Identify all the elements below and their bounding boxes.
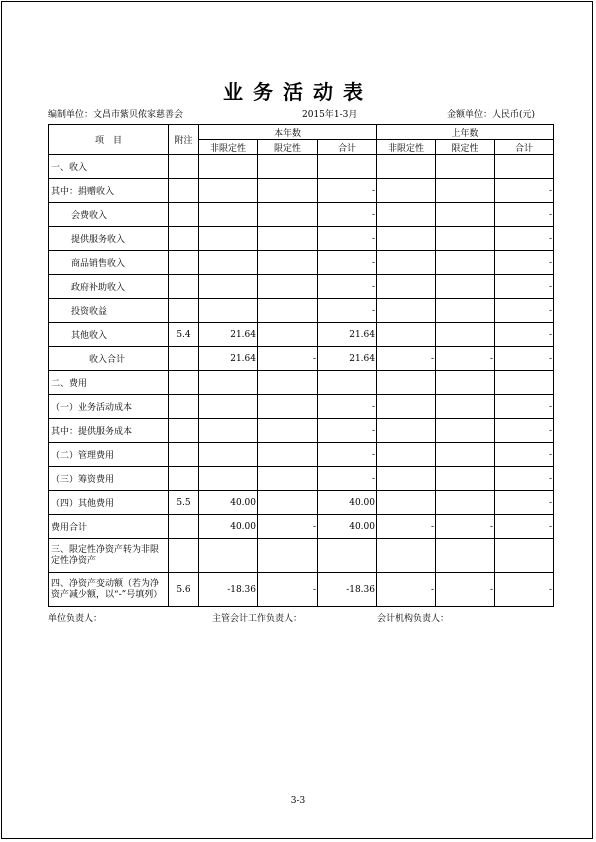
cell-last-restricted: -: [436, 347, 495, 371]
signature-accounting-org-head: 会计机构负责人：: [377, 614, 450, 624]
cell-last-unrestricted: [377, 203, 436, 227]
cell-last-total: -: [495, 251, 554, 275]
table-row: [49, 227, 554, 251]
cell-last-restricted: [436, 227, 495, 251]
table-row: [49, 443, 554, 467]
cell-current-unrestricted: -18.36: [199, 573, 258, 607]
cell-last-unrestricted: [377, 275, 436, 299]
cell-current-total: [318, 371, 377, 395]
cell-last-unrestricted: [377, 299, 436, 323]
table-row: [49, 573, 554, 607]
table-row: [49, 467, 554, 491]
cell-current-total: -: [318, 251, 377, 275]
cell-current-total: 21.64: [318, 347, 377, 371]
row-note: [169, 371, 199, 395]
table-row: [49, 155, 554, 179]
cell-last-total: -: [495, 467, 554, 491]
cell-last-unrestricted: -: [377, 573, 436, 607]
cell-last-restricted: [436, 251, 495, 275]
cell-last-unrestricted: [377, 419, 436, 443]
row-label: 一、收入: [49, 155, 169, 179]
cell-last-total: -: [495, 573, 554, 607]
cell-current-total: -: [318, 179, 377, 203]
cell-last-total: -: [495, 515, 554, 539]
row-note: [169, 155, 199, 179]
cell-last-restricted: [436, 155, 495, 179]
cell-current-unrestricted: [199, 419, 258, 443]
cell-current-total: [318, 539, 377, 573]
cell-last-total: -: [495, 275, 554, 299]
cell-current-unrestricted: [199, 251, 258, 275]
row-note: [169, 395, 199, 419]
cell-last-total: [495, 371, 554, 395]
header-cur-unrestricted: 非限定性: [199, 140, 258, 155]
signature-unit-head: 单位负责人：: [48, 614, 103, 624]
cell-current-total: -: [318, 419, 377, 443]
cell-current-restricted: [258, 299, 318, 323]
cell-current-unrestricted: [199, 203, 258, 227]
cell-last-total: -: [495, 347, 554, 371]
cell-last-unrestricted: [377, 539, 436, 573]
row-label: （一）业务活动成本: [49, 395, 169, 419]
table-row: [49, 347, 554, 371]
header-item: 项 目: [49, 125, 169, 155]
row-note: [169, 419, 199, 443]
cell-last-total: -: [495, 419, 554, 443]
cell-last-unrestricted: [377, 323, 436, 347]
cell-current-unrestricted: 21.64: [199, 323, 258, 347]
row-label: 四、净资产变动额（若为净资产减少额，以“-”号填列）: [49, 573, 169, 607]
cell-current-total: 40.00: [318, 491, 377, 515]
currency-unit: 金额单位：人民币(元): [447, 110, 536, 120]
row-note: [169, 299, 199, 323]
cell-last-total: -: [495, 299, 554, 323]
cell-current-unrestricted: [199, 179, 258, 203]
row-note: [169, 227, 199, 251]
row-label: 三、限定性净资产转为非限定性净资产: [49, 539, 169, 573]
cell-current-total: -: [318, 395, 377, 419]
cell-last-total: -: [495, 227, 554, 251]
table-row: [49, 395, 554, 419]
cell-current-restricted: [258, 227, 318, 251]
table-row: [49, 203, 554, 227]
cell-last-restricted: [436, 491, 495, 515]
cell-current-restricted: -: [258, 515, 318, 539]
signature-accounting-head: 主管会计工作负责人：: [212, 614, 303, 624]
cell-last-unrestricted: -: [377, 347, 436, 371]
table-row: [49, 251, 554, 275]
cell-current-restricted: [258, 539, 318, 573]
row-label: 商品销售收入: [49, 251, 169, 275]
cell-current-total: -: [318, 299, 377, 323]
cell-current-restricted: [258, 155, 318, 179]
row-label: 提供服务收入: [49, 227, 169, 251]
cell-last-unrestricted: [377, 179, 436, 203]
table-row: [49, 515, 554, 539]
row-label: （二）管理费用: [49, 443, 169, 467]
cell-last-total: [495, 539, 554, 573]
cell-current-total: -: [318, 203, 377, 227]
cell-current-unrestricted: [199, 155, 258, 179]
row-note: [169, 347, 199, 371]
cell-current-restricted: [258, 323, 318, 347]
table-row: [49, 371, 554, 395]
cell-last-total: -: [495, 395, 554, 419]
row-note: [169, 467, 199, 491]
cell-current-unrestricted: [199, 467, 258, 491]
row-label: 会费收入: [49, 203, 169, 227]
table-row: [49, 299, 554, 323]
cell-last-restricted: [436, 203, 495, 227]
table-row: [49, 491, 554, 515]
cell-current-restricted: [258, 443, 318, 467]
cell-last-restricted: [436, 419, 495, 443]
cell-current-restricted: [258, 371, 318, 395]
cell-current-restricted: [258, 467, 318, 491]
cell-current-unrestricted: [199, 299, 258, 323]
row-note: 5.4: [169, 323, 199, 347]
cell-current-unrestricted: [199, 275, 258, 299]
cell-last-restricted: [436, 275, 495, 299]
cell-current-restricted: [258, 275, 318, 299]
cell-last-total: -: [495, 203, 554, 227]
row-label: 其中：提供服务成本: [49, 419, 169, 443]
header-note: 附注: [169, 125, 199, 155]
report-title: 业务活动表: [223, 80, 373, 104]
activity-statement-table: [48, 124, 554, 607]
cell-last-total: [495, 155, 554, 179]
cell-last-total: -: [495, 443, 554, 467]
header-row-1: [49, 125, 554, 140]
cell-current-unrestricted: [199, 371, 258, 395]
row-label: 收入合计: [49, 347, 169, 371]
header-cur-restricted: 限定性: [258, 140, 318, 155]
row-note: 5.5: [169, 491, 199, 515]
cell-last-restricted: -: [436, 573, 495, 607]
org-name: 编制单位：文昌市紫贝侬家慈善会: [48, 110, 184, 120]
row-note: [169, 251, 199, 275]
cell-last-restricted: -: [436, 515, 495, 539]
cell-last-unrestricted: [377, 395, 436, 419]
row-note: [169, 515, 199, 539]
cell-last-total: -: [495, 179, 554, 203]
header-last-restricted: 限定性: [436, 140, 495, 155]
row-label: 其他收入: [49, 323, 169, 347]
row-note: [169, 179, 199, 203]
row-label: （四）其他费用: [49, 491, 169, 515]
page-number: 3-3: [290, 796, 306, 806]
cell-last-unrestricted: [377, 371, 436, 395]
row-label: 二、费用: [49, 371, 169, 395]
cell-current-restricted: [258, 395, 318, 419]
cell-current-unrestricted: [199, 443, 258, 467]
cell-current-unrestricted: [199, 395, 258, 419]
cell-current-unrestricted: 40.00: [199, 491, 258, 515]
cell-current-total: 40.00: [318, 515, 377, 539]
cell-last-restricted: [436, 443, 495, 467]
cell-current-restricted: -: [258, 573, 318, 607]
cell-current-total: -: [318, 443, 377, 467]
cell-current-restricted: [258, 179, 318, 203]
row-note: [169, 539, 199, 573]
cell-last-total: -: [495, 491, 554, 515]
row-note: 5.6: [169, 573, 199, 607]
cell-current-restricted: [258, 251, 318, 275]
cell-current-total: [318, 155, 377, 179]
cell-current-unrestricted: 21.64: [199, 347, 258, 371]
cell-current-total: 21.64: [318, 323, 377, 347]
row-label: （三）筹资费用: [49, 467, 169, 491]
row-note: [169, 443, 199, 467]
cell-current-restricted: [258, 203, 318, 227]
cell-last-total: -: [495, 323, 554, 347]
row-label: 投资收益: [49, 299, 169, 323]
header-last-year: 上年数: [377, 125, 554, 140]
header-cur-total: 合计: [318, 140, 377, 155]
cell-current-total: -: [318, 467, 377, 491]
cell-last-unrestricted: [377, 227, 436, 251]
cell-last-restricted: [436, 323, 495, 347]
table-row: [49, 275, 554, 299]
cell-last-restricted: [436, 299, 495, 323]
row-label: 费用合计: [49, 515, 169, 539]
cell-current-unrestricted: 40.00: [199, 515, 258, 539]
cell-last-restricted: [436, 179, 495, 203]
cell-last-unrestricted: [377, 467, 436, 491]
cell-last-unrestricted: [377, 491, 436, 515]
header-last-total: 合计: [495, 140, 554, 155]
cell-current-unrestricted: [199, 539, 258, 573]
header-last-unrestricted: 非限定性: [377, 140, 436, 155]
row-note: [169, 275, 199, 299]
table-row: [49, 179, 554, 203]
cell-current-restricted: -: [258, 347, 318, 371]
table-row: [49, 539, 554, 573]
cell-last-unrestricted: [377, 443, 436, 467]
cell-last-unrestricted: [377, 251, 436, 275]
cell-last-restricted: [436, 371, 495, 395]
cell-current-restricted: [258, 491, 318, 515]
cell-last-unrestricted: -: [377, 515, 436, 539]
report-period: 2015年1-3月: [302, 110, 358, 120]
cell-current-unrestricted: [199, 227, 258, 251]
row-label: 其中：捐赠收入: [49, 179, 169, 203]
cell-last-restricted: [436, 539, 495, 573]
cell-last-unrestricted: [377, 155, 436, 179]
row-label: 政府补助收入: [49, 275, 169, 299]
row-note: [169, 203, 199, 227]
cell-current-total: -: [318, 275, 377, 299]
table-row: [49, 323, 554, 347]
header-current-year: 本年数: [199, 125, 377, 140]
cell-current-restricted: [258, 419, 318, 443]
cell-current-total: -18.36: [318, 573, 377, 607]
cell-current-total: -: [318, 227, 377, 251]
cell-last-restricted: [436, 467, 495, 491]
table-row: [49, 419, 554, 443]
cell-last-restricted: [436, 395, 495, 419]
